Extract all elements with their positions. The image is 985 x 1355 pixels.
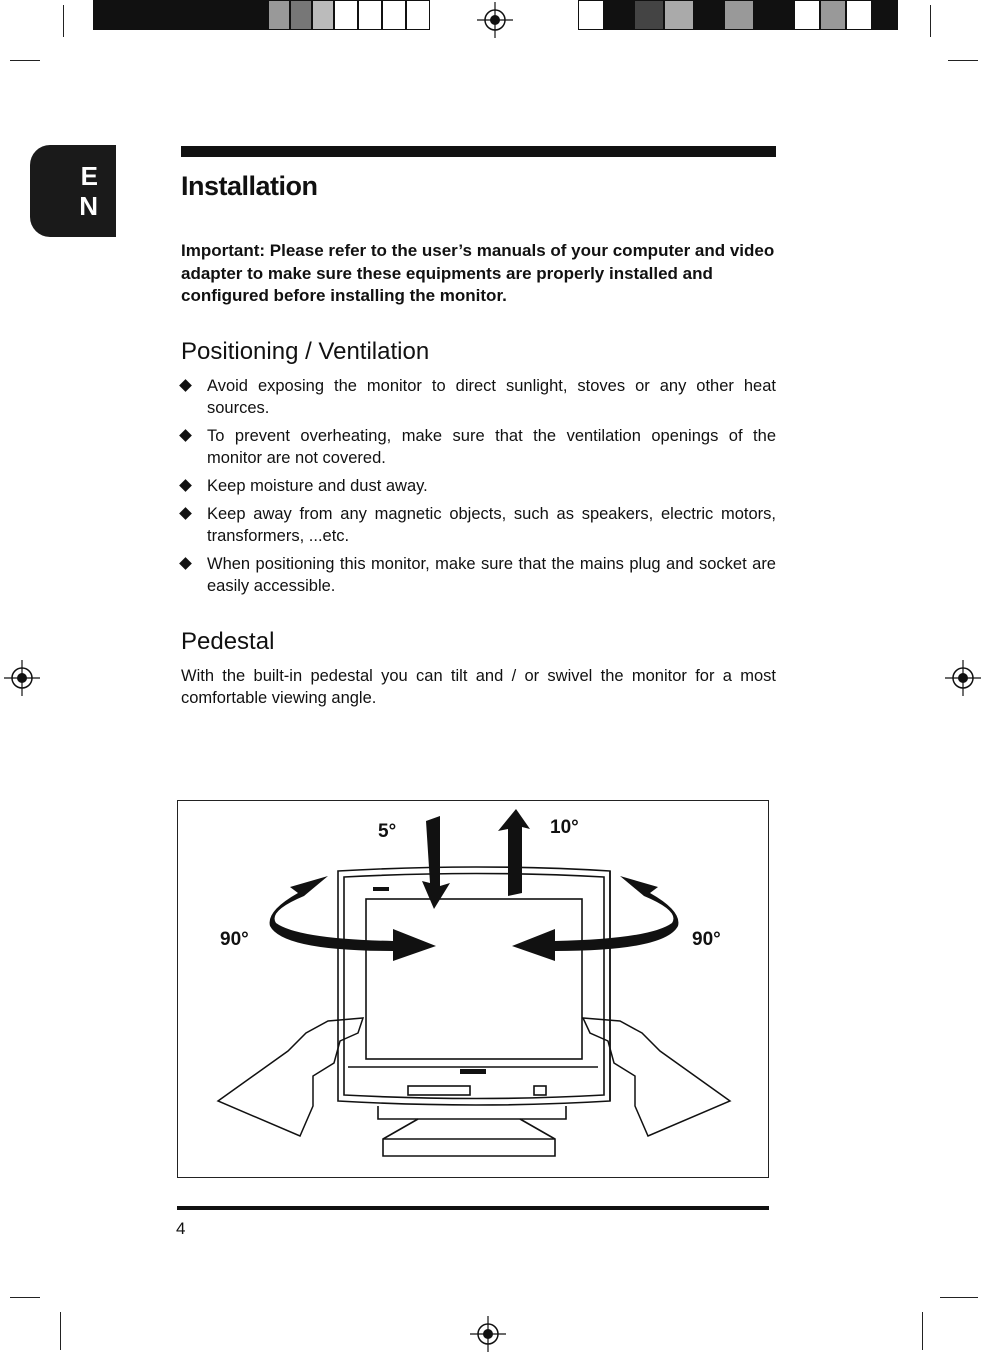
monitor-tilt-swivel-drawing: [178, 801, 770, 1179]
important-note: Important: Please refer to the user’s manuals of your computer and video adapter to make sure these equipments are properly installed and configured before installing the monitor.: [181, 241, 775, 305]
trim-mark: [940, 1297, 978, 1298]
pedestal-illustration: [177, 800, 769, 1178]
trim-mark: [63, 5, 64, 37]
page-number: 4: [176, 1219, 186, 1238]
swivel-right-label: 90°: [692, 929, 721, 950]
trim-mark: [948, 60, 978, 61]
registration-mark-icon: [475, 0, 515, 40]
diamond-bullet-icon: [179, 507, 192, 520]
list-item-text: To prevent overheating, make sure that the ventilation openings of the monitor are not covered.: [207, 427, 776, 467]
tilt-back-label: 10°: [550, 817, 579, 838]
registration-mark-icon: [468, 1314, 508, 1354]
list-item: [181, 553, 776, 597]
trim-mark: [930, 5, 931, 37]
positioning-heading: Positioning / Ventilation: [181, 338, 430, 365]
list-item: [181, 503, 776, 547]
list-item-text: Keep moisture and dust away.: [207, 477, 428, 495]
list-item: [181, 375, 776, 419]
language-tab: [30, 145, 116, 237]
print-color-bar-right: [578, 0, 898, 30]
list-item-text: When positioning this monitor, make sure that the mains plug and socket are easily accessible.: [207, 555, 776, 595]
swivel-left-label: 90°: [220, 929, 249, 950]
print-color-bar-left: [93, 0, 430, 30]
language-tab-letter: N: [79, 191, 98, 221]
tilt-forward-label: 5°: [378, 821, 397, 842]
list-item-text: Avoid exposing the monitor to direct sunlight, stoves or any other heat sources.: [207, 377, 776, 417]
registration-mark-icon: [943, 658, 983, 698]
list-item: [181, 425, 776, 469]
list-item: [181, 475, 776, 497]
diamond-bullet-icon: [179, 557, 192, 570]
trim-mark: [10, 60, 40, 61]
trim-mark: [60, 1312, 61, 1350]
language-tab-letter: E: [80, 161, 98, 191]
trim-mark: [10, 1297, 40, 1298]
pedestal-text: With the built-in pedestal you can tilt and / or swivel the monitor for a most comfortable viewing angle.: [181, 667, 776, 707]
positioning-list: [181, 375, 776, 603]
footer-rule: [177, 1206, 769, 1210]
page-title: Installation: [181, 171, 318, 201]
diamond-bullet-icon: [179, 429, 192, 442]
pedestal-heading: Pedestal: [181, 628, 275, 655]
diamond-bullet-icon: [179, 379, 192, 392]
list-item-text: Keep away from any magnetic objects, such as speakers, electric motors, transformers, ...etc.: [207, 505, 776, 545]
heading-rule: [181, 146, 776, 157]
diamond-bullet-icon: [179, 479, 192, 492]
registration-mark-icon: [2, 658, 42, 698]
trim-mark: [922, 1312, 923, 1350]
